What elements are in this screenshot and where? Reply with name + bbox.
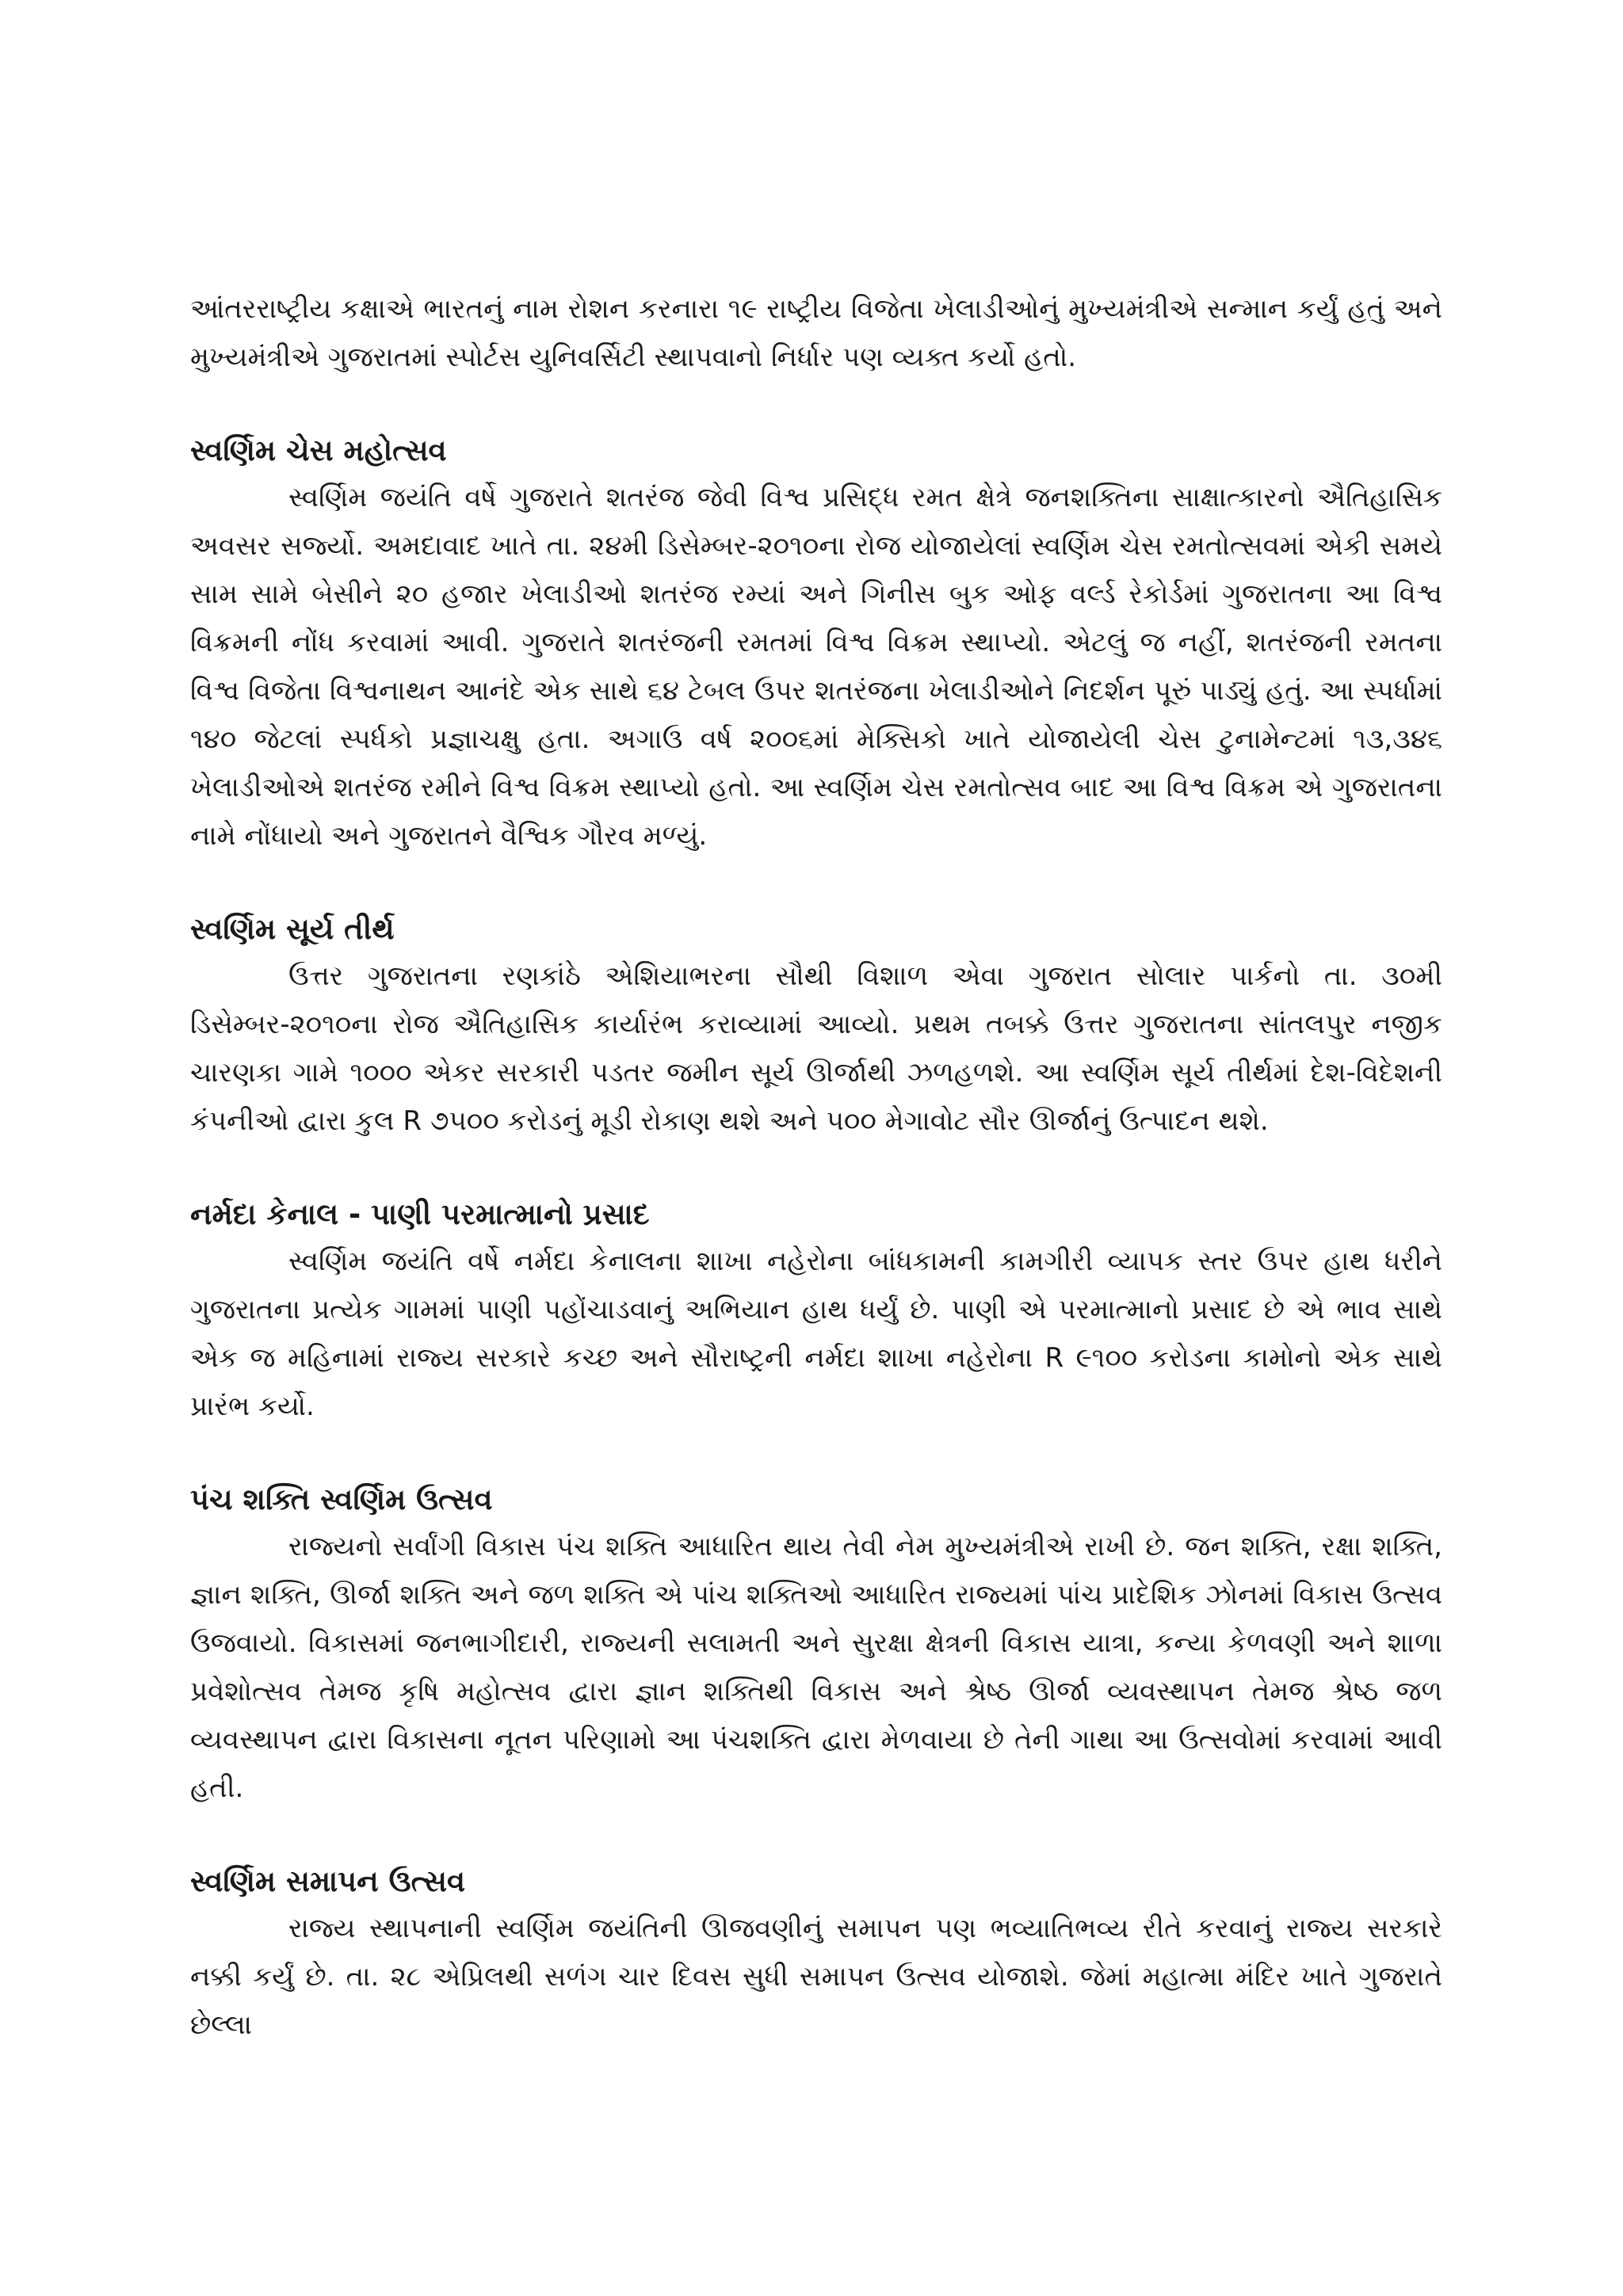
document-page <box>190 285 1442 2050</box>
section-body-panch-shakti: રાજ્યનો સર્વાંગી વિકાસ પંચ શક્તિ આધારિત થાય તેવી નેમ મુખ્યમંત્રીએ રાખી છે. જન શક્તિ, રક્ષા શક્તિ, જ્ઞાન શક્તિ, ઊર્જા શક્તિ અને જળ શક્તિ એ પાંચ શક્તિઓ આધારિત રાજ્યમાં પાંચ પ્રાદેશિક ઝોનમાં વિકાસ ઉત્સવ ઉજવાયો. વિકાસમાં જનભાગીદારી, રાજ્યની સલામતી અને સુરક્ષા ક્ષેત્રની વિકાસ યાત્રા, કન્યા કેળવણી અને શાળા પ્રવેશોત્સવ તેમજ કૃષિ મહોત્સવ દ્વારા જ્ઞાન શક્તિથી વિકાસ અને શ્રેષ્ઠ ઊર્જા વ્યવસ્થાપન તેમજ શ્રેષ્ઠ જળ વ્યવસ્થાપન દ્વારા વિકાસના નૂતન પરિણામો આ પંચશક્તિ દ્વારા મેળવાયા છે તેની ગાથા આ ઉત્સવોમાં કરવામાં આવી હતી. <box>190 1531 1442 1804</box>
section-body-closing: રાજ્ય સ્થાપનાની સ્વર્ણિમ જયંતિની ઊજવણીનું સમાપન પણ ભવ્યાતિભવ્ય રીતે કરવાનું રાજ્ય સરકારે નક્કી કર્યું છે. તા. ૨૮ એપ્રિલથી સળંગ ચાર દિવસ સુધી સમાપન ઉત્સવ યોજાશે. જેમાં મહાત્મા મંદિર ખાતે ગુજરાતે છેલ્લા <box>190 1913 1442 2041</box>
section-body-chess: સ્વર્ણિમ જયંતિ વર્ષે ગુજરાતે શતરંજ જેવી વિશ્વ પ્રસિદ્ધ રમત ક્ષેત્રે જનશક્તિના સાક્ષાત્કારનો ઐતિહાસિક અવસર સર્જ્યો. અમદાવાદ ખાતે તા. ૨૪મી ડિસેમ્બર-૨૦૧૦ના રોજ યોજાયેલાં સ્વર્ણિમ ચેસ રમતોત્સવમાં એકી સમયે સામ સામે બેસીને ૨૦ હજાર ખેલાડીઓ શતરંજ રમ્યાં અને ગિનીસ બુક ઓફ વર્લ્ડ રેકોર્ડમાં ગુજરાતના આ વિશ્વ વિક્રમની નોંધ કરવામાં આવી. ગુજરાતે શતરંજની રમતમાં વિશ્વ વિક્રમ સ્થાપ્યો. એટલું જ નહીં, શતરંજની રમતના વિશ્વ વિજેતા વિશ્વનાથન આનંદે એક સાથે ૬૪ ટેબલ ઉપર શતરંજના ખેલાડીઓને નિદર્શન પૂરું પાડ્યું હતું. આ સ્પર્ધામાં ૧૪૦ જેટલાં સ્પર્ધકો પ્રજ્ઞાચક્ષુ હતા. અગાઉ વર્ષ ૨૦૦૬માં મેક્સિકો ખાતે યોજાયેલી ચેસ ટુનામેન્ટમાં ૧૩,૩૪૬ ખેલાડીઓએ શતરંજ રમીને વિશ્વ વિક્રમ સ્થાપ્યો હતો. આ સ્વર્ણિમ ચેસ રમતોત્સવ બાદ આ વિશ્વ વિક્રમ એ ગુજરાતના નામે નોંધાયો અને ગુજરાતને વૈશ્વિક ગૌરવ મળ્યું. <box>190 482 1442 852</box>
section-heading-closing: સ્વર્ણિમ સમાપન ઉત્સવ <box>190 1864 466 1898</box>
section-heading-chess: સ્વર્ણિમ ચેસ મહોત્સવ <box>190 433 447 467</box>
section-heading-panch-shakti: પંચ શક્તિ સ્વર્ણિમ ઉત્સવ <box>190 1482 493 1516</box>
section-heading-solar: સ્વર્ણિમ સૂર્ય તીર્થ <box>190 912 395 946</box>
section-body-solar: ઉત્તર ગુજરાતના રણકાંઠે એશિયાભરના સૌથી વિશાળ એવા ગુજરાત સોલાર પાર્કનો તા. ૩૦મી ડિસેમ્બર-૨૦૧૦ના રોજ ઐતિહાસિક કાર્યારંભ કરાવ્યામાં આવ્યો. પ્રથમ તબક્કે ઉત્તર ગુજરાતના સાંતલપુર નજીક ચારણકા ગામે ૧૦૦૦ એકર સરકારી પડતર જમીન સૂર્ય ઊર્જાથી ઝળહળશે. આ સ્વર્ણિમ સૂર્ય તીર્થમાં દેશ-વિદેશની કંપનીઓ દ્વારા કુલ R ૭૫૦૦ કરોડનું મૂડી રોકાણ થશે અને ૫૦૦ મેગાવોટ સૌર ઊર્જાનું ઉત્પાદન થશે. <box>190 960 1442 1137</box>
section-heading-narmada: નર્મદા કેનાલ - પાણી પરમાત્માનો પ્રસાદ <box>190 1197 650 1231</box>
intro-paragraph: આંતરરાષ્ટ્રીય કક્ષાએ ભારતનું નામ રોશન કરનારા ૧૯ રાષ્ટ્રીય વિજેતા ખેલાડીઓનું મુખ્યમંત્રીએ સન્માન કર્યું હતું અને મુખ્યમંત્રીએ ગુજરાતમાં સ્પોર્ટસ યુનિવર્સિટી સ્થાપવાનો નિર્ધાર પણ વ્યક્ત કર્યો હતો. <box>190 293 1442 373</box>
section-body-narmada: સ્વર્ણિમ જયંતિ વર્ષે નર્મદા કેનાલના શાખા નહેરોના બાંધકામની કામગીરી વ્યાપક સ્તર ઉપર હાથ ધરીને ગુજરાતના પ્રત્યેક ગામમાં પાણી પહોંચાડવાનું અભિયાન હાથ ધર્યું છે. પાણી એ પરમાત્માનો પ્રસાદ છે એ ભાવ સાથે એક જ મહિનામાં રાજ્ય સરકારે કચ્છ અને સૌરાષ્ટ્રની નર્મદા શાખા નહેરોના R ૯૧૦૦ કરોડના કામોનો એક સાથે પ્રારંભ કર્યો. <box>190 1245 1442 1422</box>
